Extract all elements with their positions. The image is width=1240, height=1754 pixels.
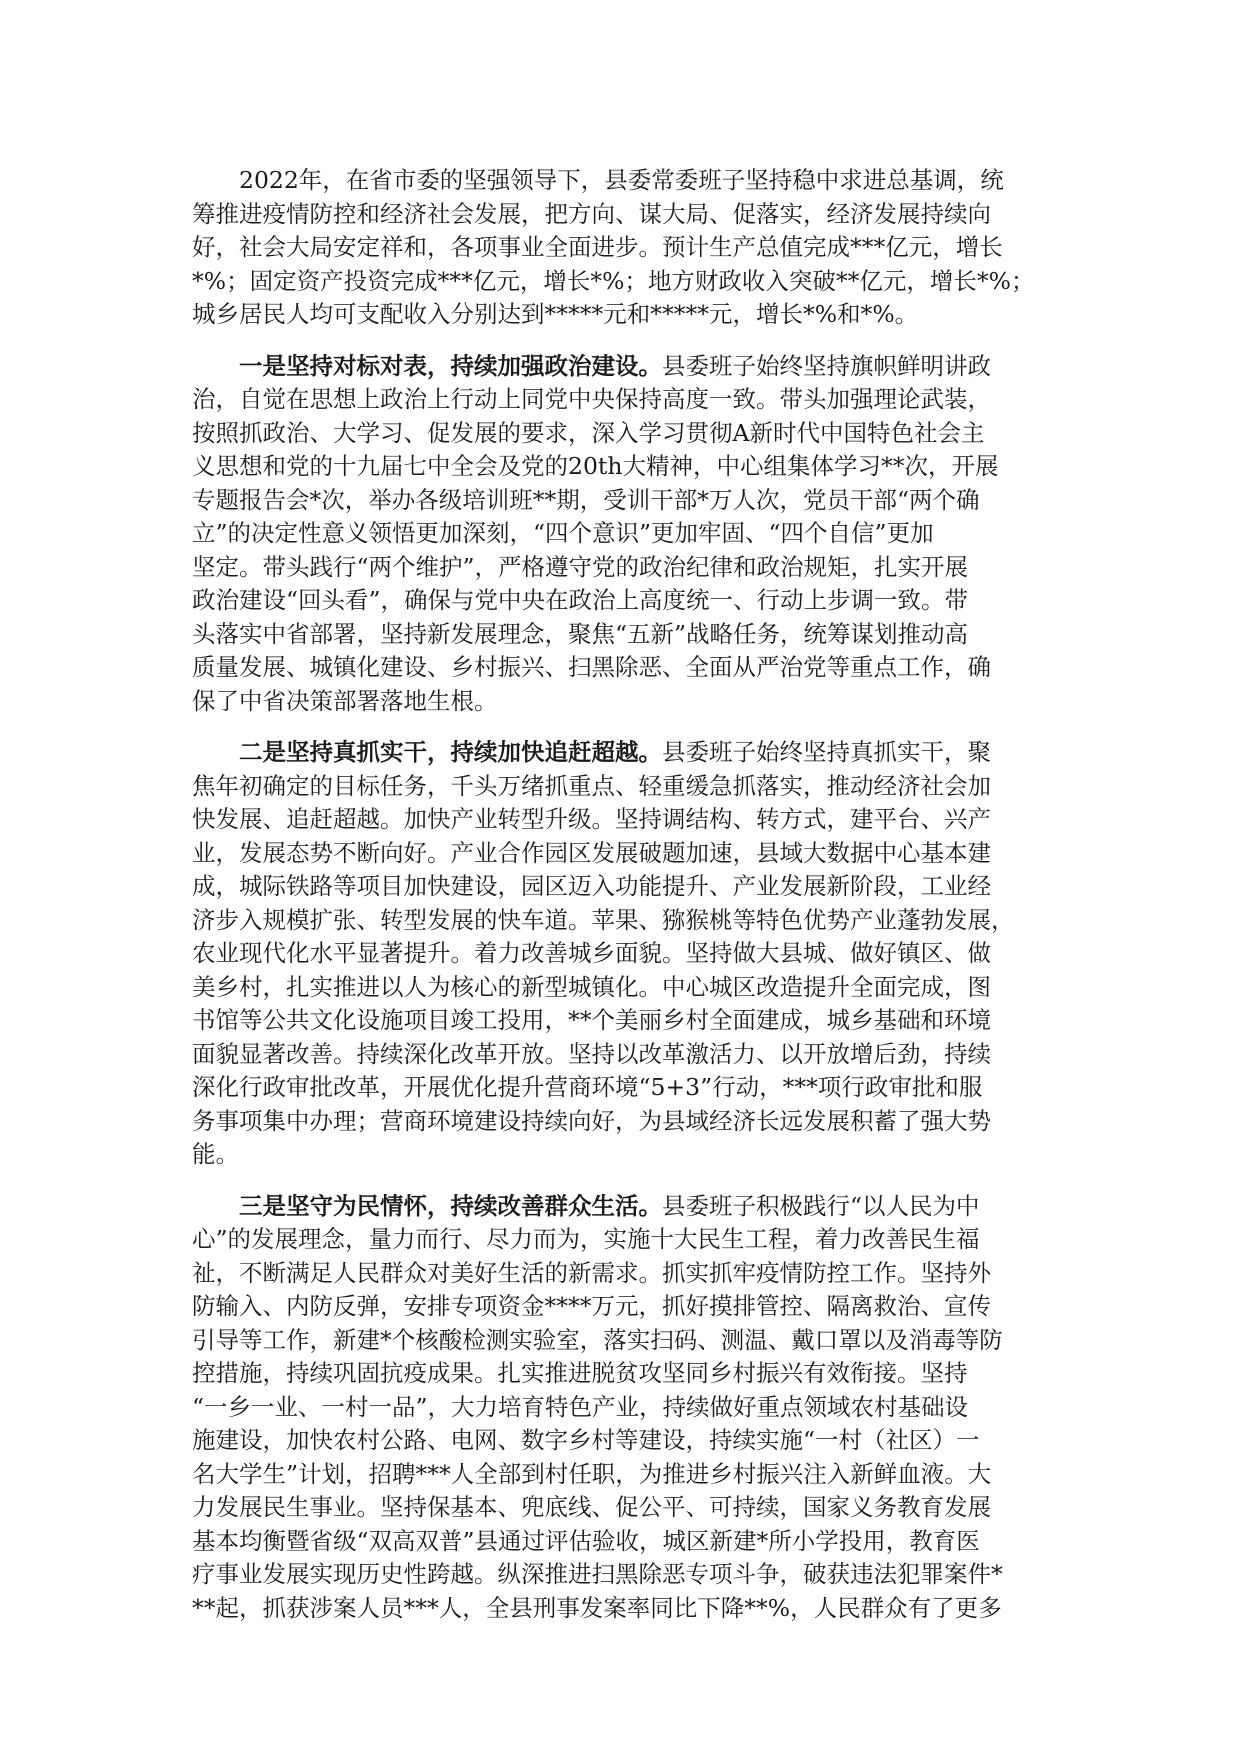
text-line (192, 1525, 1072, 1559)
line-text: 政治建设“回头看”，确保与党中央在政治上高度统一、行动上步调一致。带 (192, 586, 969, 614)
text-line (192, 770, 1072, 804)
text-line (192, 803, 1072, 837)
text-line (192, 1223, 1072, 1257)
paragraph-heading: 二是坚持真抓实干，持续加快追赶超越。 (239, 738, 662, 766)
line-text: 施建设，加快农村公路、电网、数字乡村等建设，持续实施“一村（社区）一 (192, 1426, 980, 1454)
line-text: 立”的决定性意义领悟更加深刻，“四个意识”更加牢固、“四个自信”更加 (192, 519, 934, 547)
line-text: 务事项集中办理；营商环境建设持续向好，为县域经济长远发展积蓄了强大势 (192, 1106, 991, 1135)
paragraph (192, 1190, 1072, 1626)
line-text: 焦年初确定的目标任务，千头万绪抓重点、轻重缓急抓落实，推动经济社会加 (192, 771, 991, 800)
line-text: 快发展、追赶超越。加快产业转型升级。坚持调结构、转方式，建平台、兴产 (192, 805, 991, 833)
line-text: 成，城际铁路等项目加快建设，园区迈入功能提升、产业发展新阶段，工业经 (192, 872, 991, 900)
text-line (192, 1257, 1072, 1291)
text-line (192, 484, 1072, 518)
text-line (192, 904, 1072, 938)
text-line (192, 350, 1072, 384)
line-text: “一乡一业、一村一品”，大力培育特色产业，持续做好重点领域农村基础设 (192, 1392, 969, 1421)
line-text: 心”的发展理念，量力而行、尽力而为，实施十大民生工程，着力改善民生福 (192, 1225, 980, 1253)
text-line (192, 736, 1072, 770)
line-text: 城乡居民人均可支配收入分别达到*****元和*****元，增长*%和*%。 (192, 300, 919, 328)
text-line (192, 1558, 1072, 1592)
text-line (192, 1357, 1072, 1391)
line-text: 农业现代化水平显著提升。着力改善城乡面貌。坚持做大县城、做好镇区、做 (192, 939, 991, 967)
line-text: 治，自觉在思想上政治上行动上同党中央保持高度一致。带头加强理论武装， (192, 385, 991, 413)
text-line (192, 417, 1072, 451)
text-line (192, 265, 1072, 299)
line-text: 好，社会大局安定祥和，各项事业全面进步。预计生产总值完成***亿元，增长 (192, 233, 1003, 261)
line-text: 疗事业发展实现历史性跨越。纵深推进扫黑除恶专项斗争，破获违法犯罪案件* (192, 1560, 1003, 1588)
text-line (192, 551, 1072, 585)
text-line (192, 1004, 1072, 1038)
text-line (192, 584, 1072, 618)
line-text: 济步入规模扩张、转型发展的快车道。苹果、猕猴桃等特色优势产业蓬勃发展， (192, 905, 1015, 934)
text-line (192, 618, 1072, 652)
text-line (192, 517, 1072, 551)
line-text: 美乡村，扎实推进以人为核心的新型城镇化。中心城区改造提升全面完成，图 (192, 972, 991, 1001)
line-text: 防输入、内防反弹，安排专项资金****万元，抓好摸排管控、隔离救治、宣传 (192, 1292, 991, 1320)
line-text: 县委班子始终坚持真抓实干，聚 (662, 738, 991, 766)
text-line (192, 1592, 1072, 1626)
text-line (192, 971, 1072, 1005)
text-line (192, 1105, 1072, 1139)
line-text: 深化行政审批改革，开展优化提升营商环境“5+3”行动，***项行政审批和服 (192, 1073, 983, 1101)
text-line (192, 1458, 1072, 1492)
text-line (192, 1391, 1072, 1425)
document-body (192, 164, 1072, 1643)
line-text: 业，发展态势不断向好。产业合作园区发展破题加速，县域大数据中心基本建 (192, 838, 991, 867)
text-line (192, 837, 1072, 871)
line-text: 能。 (192, 1140, 239, 1168)
line-text: *%；固定资产投资完成***亿元，增长*%；地方财政收入突破**亿元，增长*%； (192, 266, 1035, 295)
text-line (192, 1038, 1072, 1072)
text-line (192, 1071, 1072, 1105)
paragraph-heading: 三是坚守为民情怀，持续改善群众生活。 (239, 1191, 662, 1220)
text-line (192, 1424, 1072, 1458)
line-text: 县委班子始终坚持旗帜鲜明讲政 (662, 351, 991, 380)
text-line (192, 231, 1072, 265)
text-line (192, 870, 1072, 904)
line-text: **起，抓获涉案人员***人，全县刑事发案率同比下降**%，人民群众有了更多 (192, 1593, 1002, 1622)
line-text: 筹推进疫情防控和经济社会发展，把方向、谋大局、促落实，经济发展持续向 (192, 199, 991, 228)
line-text: 祉，不断满足人民群众对美好生活的新需求。抓实抓牢疫情防控工作。坚持外 (192, 1258, 991, 1287)
paragraph (192, 164, 1072, 332)
paragraph (192, 736, 1072, 1172)
text-line (192, 450, 1072, 484)
paragraph-heading: 一是坚持对标对表，持续加强政治建设。 (239, 351, 662, 380)
line-text: 专题报告会*次，举办各级培训班**期，受训干部*万人次，党员干部“两个确 (192, 485, 980, 514)
text-line (192, 298, 1072, 332)
text-line (192, 937, 1072, 971)
text-line (192, 164, 1072, 198)
line-text: 力发展民生事业。坚持保基本、兜底线、促公平、可持续，国家义务教育发展 (192, 1493, 991, 1521)
line-text: 基本均衡暨省级“双高双普”县通过评估验收，城区新建*所小学投用，教育医 (192, 1526, 980, 1555)
text-line (192, 651, 1072, 685)
line-text: 引导等工作，新建*个核酸检测实验室，落实扫码、测温、戴口罩以及消毒等防 (192, 1325, 1003, 1354)
text-line (192, 1491, 1072, 1525)
text-line (192, 383, 1072, 417)
line-text: 保了中省决策部署落地生根。 (192, 686, 498, 715)
line-text: 质量发展、城镇化建设、乡村振兴、扫黑除恶、全面从严治党等重点工作，确 (192, 653, 991, 681)
paragraph (192, 350, 1072, 719)
text-line (192, 1138, 1072, 1172)
line-text: 书馆等公共文化设施项目竣工投用，**个美丽乡村全面建成，城乡基础和环境 (192, 1006, 991, 1034)
line-text: 控措施，持续巩固抗疫成果。扎实推进脱贫攻坚同乡村振兴有效衔接。坚持 (192, 1359, 968, 1387)
text-line (192, 685, 1072, 719)
line-text: 按照抓政治、大学习、促发展的要求，深入学习贯彻A新时代中国特色社会主 (192, 418, 985, 447)
text-line (192, 1190, 1072, 1224)
text-line (192, 198, 1072, 232)
line-text: 县委班子积极践行“以人民为中 (662, 1191, 980, 1220)
line-text: 名大学生”计划，招聘***人全部到村任职，为推进乡村振兴注入新鲜血液。大 (192, 1459, 992, 1488)
line-text: 面貌显著改善。持续深化改革开放。坚持以改革激活力、以开放增后劲，持续 (192, 1039, 991, 1068)
line-text: 义思想和党的十九届七中全会及党的20th大精神，中心组集体学习**次，开展 (192, 452, 999, 480)
line-text: 2022年，在省市委的坚强领导下，县委常委班子坚持稳中求进总基调，统 (239, 166, 1004, 194)
text-line (192, 1324, 1072, 1358)
line-text: 坚定。带头践行“两个维护”，严格遵守党的政治纪律和政治规矩，扎实开展 (192, 552, 969, 581)
line-text: 头落实中省部署，坚持新发展理念，聚焦“五新”战略任务，统筹谋划推动高 (192, 619, 969, 648)
text-line (192, 1290, 1072, 1324)
